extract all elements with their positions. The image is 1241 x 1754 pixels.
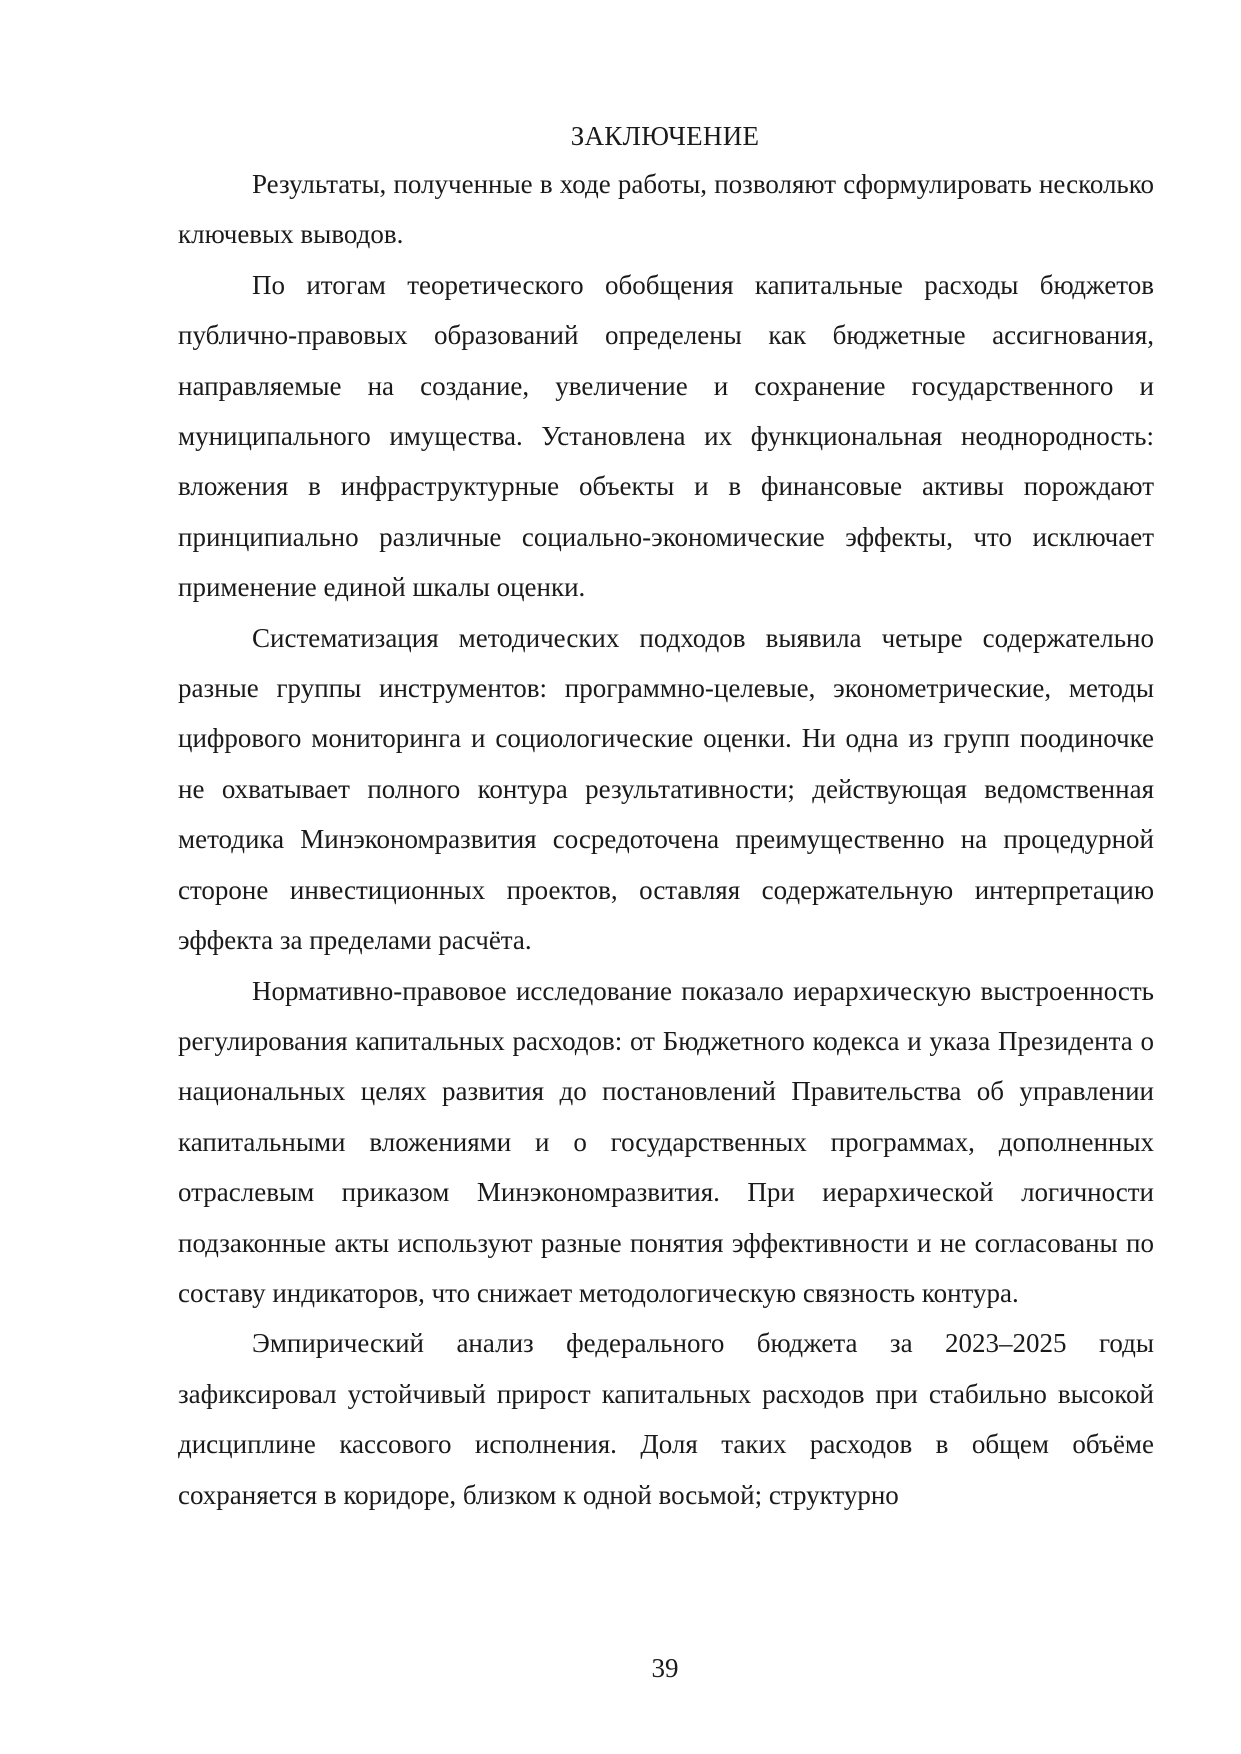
paragraph-regulation: Нормативно-правовое исследование показало иерархическую выстроенность регулирования капитальных расходов: от Бюджетного кодекса и указа Президента о национальных целях развития до постановлений Правительства об управлении капитальными вложениями и о государственных программах, дополненных отраслевым приказом Минэкономразвития. При иерархической логичности подзаконные акты используют разные понятия эффективности и не согласованы по составу индикаторов, что снижает методологическую связность контура. [178,975,1154,1308]
page-number: 39 [651,1653,679,1683]
paragraph-intro: Результаты, полученные в ходе работы, позволяют сформулировать несколько ключевых выводов. [178,169,1154,250]
page-title: ЗАКЛЮЧЕНИЕ [570,121,760,151]
paragraph-empirical: Эмпирический анализ федерального бюджета за 2023–2025 годы зафиксировал устойчивый прирост капитальных расходов при стабильно высокой дисциплине кассового исполнения. Доля таких расходов в общем объёме сохраняется в коридоре, близком к одной восьмой; структурно [178,1328,1154,1510]
paragraph-methods: Систематизация методических подходов выявила четыре содержательно разные группы инструментов: программно-целевые, эконометрические, методы цифрового мониторинга и социологические оценки. Ни одна из групп поодиночке не охватывает полного контура результативности; действующая ведомственная методика Минэкономразвития сосредоточена преимущественно на процедурной стороне инвестиционных проектов, оставляя содержательную интерпретацию эффекта за пределами расчёта. [178,622,1154,956]
paragraph-theory: По итогам теоретического обобщения капитальные расходы бюджетов публично-правовых образований определены как бюджетные ассигнования, направляемые на создание, увеличение и сохранение государственного и муниципального имущества. Установлена их функциональная неоднородность: вложения в инфраструктурные объекты и в финансовые активы порождают принципиально различные социально-экономические эффекты, что исключает применение единой шкалы оценки. [178,269,1154,603]
document-body [178,159,1154,1520]
